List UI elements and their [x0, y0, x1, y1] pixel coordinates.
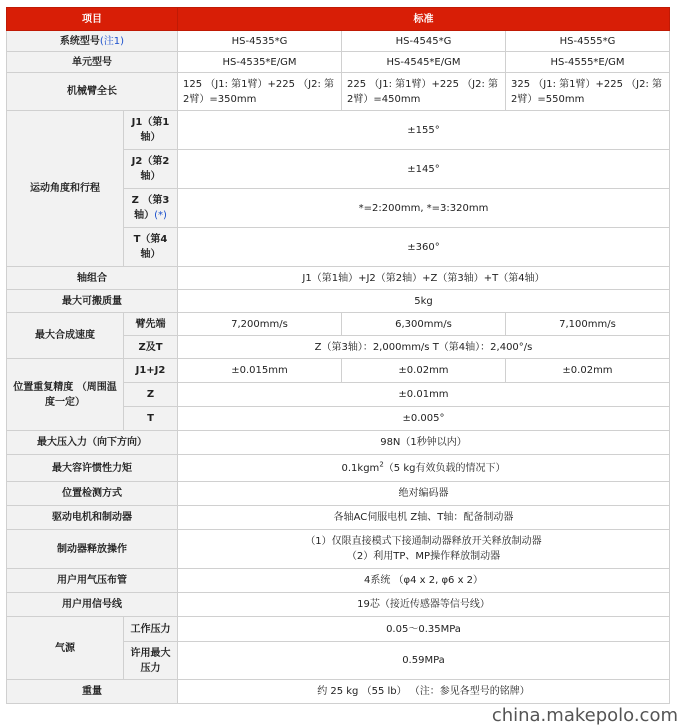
unit-label: 单元型号 — [7, 52, 178, 73]
header-item: 项目 — [7, 8, 178, 31]
motion-j1-value: ±155° — [178, 111, 670, 150]
motion-z-label: Z （第3轴）(*) — [124, 189, 178, 228]
row-axis — [7, 267, 670, 290]
signal-value: 19芯（接近传感器等信号线） — [178, 593, 670, 617]
watermark: china.makepolo.com — [491, 705, 678, 726]
speed-zt-label: Z及T — [124, 336, 178, 359]
repeat-t-value: ±0.005° — [178, 407, 670, 431]
row-source-work — [7, 617, 670, 642]
inertia-value: 0.1kgm$^2$（5 kg有效负载的情况下） — [178, 455, 670, 482]
motion-t-value: ±360° — [178, 228, 670, 267]
unit-v2: HS-4545*E/GM — [342, 52, 506, 73]
motion-label: 运动角度和行程 — [7, 111, 124, 267]
header-standard: 标准 — [178, 8, 670, 31]
row-detect — [7, 482, 670, 506]
speed-tip-label: 臂先端 — [124, 313, 178, 336]
payload-value: 5kg — [178, 290, 670, 313]
press-value: 98N（1秒钟以内） — [178, 431, 670, 455]
repeat-z-value: ±0.01mm — [178, 383, 670, 407]
row-brake — [7, 530, 670, 569]
repeat-j-v3: ±0.02mm — [506, 359, 670, 383]
arm-label: 机械臂全长 — [7, 73, 178, 111]
row-payload — [7, 290, 670, 313]
brake-value: （1）仅限直接模式下接通制动器释放开关释放制动器 （2）利用TP、MP操作释放制动器 — [178, 530, 670, 569]
row-speed-tip — [7, 313, 670, 336]
row-signal — [7, 593, 670, 617]
row-inertia — [7, 455, 670, 482]
header-row — [7, 8, 670, 31]
repeat-j-label: J1+J2 — [124, 359, 178, 383]
air-value: 4系统 （φ4 x 2, φ6 x 2） — [178, 569, 670, 593]
model-label: 系统型号(注1) — [7, 31, 178, 52]
motor-value: 各轴AC伺服电机 Z轴、T轴：配备制动器 — [178, 506, 670, 530]
unit-v3: HS-4555*E/GM — [506, 52, 670, 73]
speed-label: 最大合成速度 — [7, 313, 124, 359]
row-unit — [7, 52, 670, 73]
motion-j2-label: J2（第2轴） — [124, 150, 178, 189]
source-work-value: 0.05～0.35MPa — [178, 617, 670, 642]
source-max-label: 许用最大压力 — [124, 642, 178, 680]
model-note-link[interactable]: (注1) — [99, 35, 125, 47]
press-label: 最大压入力（向下方向） — [7, 431, 178, 455]
row-model — [7, 31, 670, 52]
signal-label: 用户用信号线 — [7, 593, 178, 617]
arm-v3: 325 （J1: 第1臂）+225 （J2: 第2臂）=550mm — [506, 73, 670, 111]
brake-label: 制动器释放操作 — [7, 530, 178, 569]
speed-v1: 7,200mm/s — [178, 313, 342, 336]
repeat-j-v1: ±0.015mm — [178, 359, 342, 383]
detect-label: 位置检测方式 — [7, 482, 178, 506]
weight-value: 约 25 kg （55 lb） （注：参见各型号的铭牌） — [178, 680, 670, 704]
motor-label: 驱动电机和制动器 — [7, 506, 178, 530]
air-label: 用户用气压布管 — [7, 569, 178, 593]
model-v3: HS-4555*G — [506, 31, 670, 52]
row-motion-j1 — [7, 111, 670, 150]
spec-table — [6, 7, 670, 704]
source-work-label: 工作压力 — [124, 617, 178, 642]
row-repeat-j — [7, 359, 670, 383]
source-max-value: 0.59MPa — [178, 642, 670, 680]
row-weight — [7, 680, 670, 704]
speed-zt-value: Z（第3轴）：2,000mm/s T（第4轴）：2,400°/s — [178, 336, 670, 359]
repeat-j-v2: ±0.02mm — [342, 359, 506, 383]
source-label: 气源 — [7, 617, 124, 680]
detect-value: 绝对编码器 — [178, 482, 670, 506]
inertia-label: 最大容许惯性力矩 — [7, 455, 178, 482]
axis-value: J1（第1轴）+J2（第2轴）+Z（第3轴）+T（第4轴） — [178, 267, 670, 290]
speed-v3: 7,100mm/s — [506, 313, 670, 336]
model-v2: HS-4545*G — [342, 31, 506, 52]
motion-z-note[interactable]: (*) — [154, 210, 167, 221]
weight-label: 重量 — [7, 680, 178, 704]
arm-v1: 125 （J1: 第1臂）+225 （J2: 第 2臂）=350mm — [178, 73, 342, 111]
model-v1: HS-4535*G — [178, 31, 342, 52]
speed-v2: 6,300mm/s — [342, 313, 506, 336]
motion-j1-label: J1（第1轴） — [124, 111, 178, 150]
motion-t-label: T（第4轴） — [124, 228, 178, 267]
repeat-t-label: T — [124, 407, 178, 431]
axis-label: 轴组合 — [7, 267, 178, 290]
arm-v2: 225 （J1: 第1臂）+225 （J2: 第2臂）=450mm — [342, 73, 506, 111]
row-air — [7, 569, 670, 593]
row-motor — [7, 506, 670, 530]
motion-j2-value: ±145° — [178, 150, 670, 189]
row-arm — [7, 73, 670, 111]
unit-v1: HS-4535*E/GM — [178, 52, 342, 73]
repeat-label: 位置重复精度 （周围温度一定） — [7, 359, 124, 431]
row-press — [7, 431, 670, 455]
payload-label: 最大可搬质量 — [7, 290, 178, 313]
repeat-z-label: Z — [124, 383, 178, 407]
motion-z-value: *=2:200mm, *=3:320mm — [178, 189, 670, 228]
